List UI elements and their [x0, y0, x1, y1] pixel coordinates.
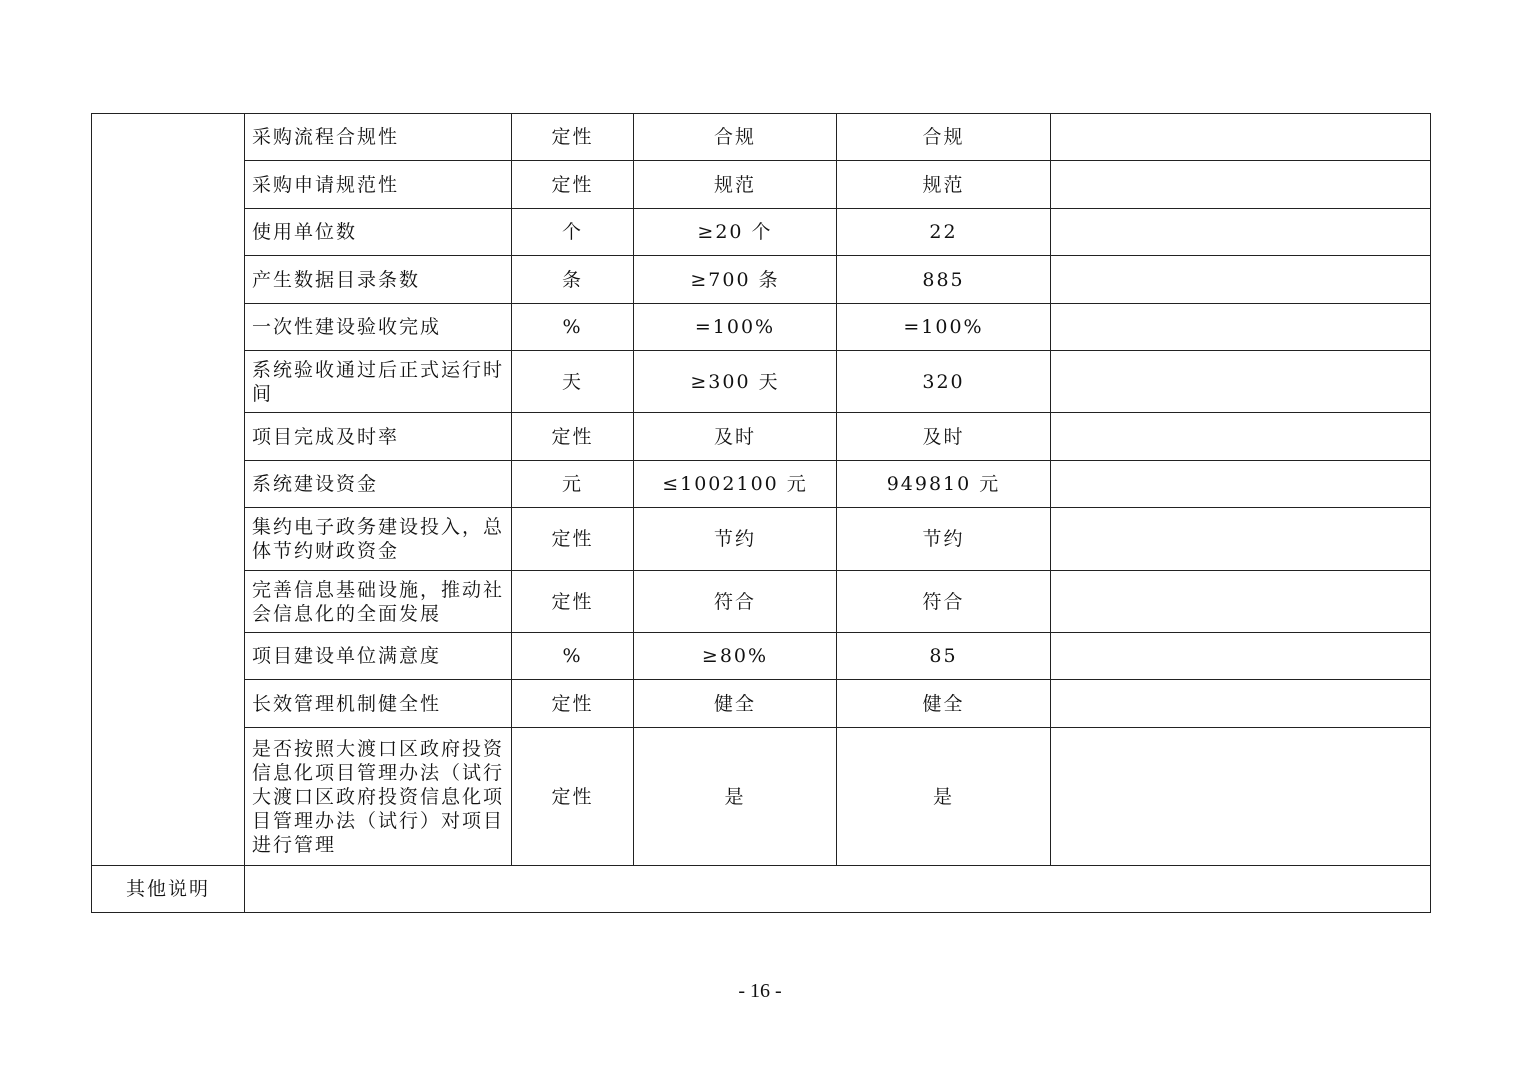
indicator-name: 集约电子政务建设投入，总体节约财政资金: [245, 508, 512, 571]
indicator-unit: 个: [512, 209, 634, 256]
category-cell: [92, 114, 245, 866]
other-notes-row: [92, 866, 1431, 913]
indicator-note: [1051, 161, 1431, 209]
other-notes-label: 其他说明: [92, 866, 245, 913]
indicator-note: [1051, 256, 1431, 304]
indicator-unit: 条: [512, 256, 634, 304]
indicator-target: 节约: [634, 508, 837, 571]
indicator-target: 规范: [634, 161, 837, 209]
table-row: [92, 508, 1431, 571]
table-row: [92, 114, 1431, 161]
indicator-note: [1051, 351, 1431, 413]
indicator-target: ≤1002100 元: [634, 461, 837, 508]
indicator-note: [1051, 508, 1431, 571]
table-row: [92, 304, 1431, 351]
indicator-target: ≥80%: [634, 633, 837, 680]
indicator-actual: 85: [837, 633, 1051, 680]
indicator-actual: 合规: [837, 114, 1051, 161]
indicator-note: [1051, 461, 1431, 508]
indicator-unit: 定性: [512, 680, 634, 728]
indicator-target: 合规: [634, 114, 837, 161]
indicator-target: ≥20 个: [634, 209, 837, 256]
indicator-name: 一次性建设验收完成: [245, 304, 512, 351]
indicator-name: 采购申请规范性: [245, 161, 512, 209]
indicator-unit: 定性: [512, 413, 634, 461]
indicator-target: 是: [634, 728, 837, 866]
indicator-note: [1051, 633, 1431, 680]
indicator-note: [1051, 114, 1431, 161]
indicator-name: 采购流程合规性: [245, 114, 512, 161]
table-row: [92, 209, 1431, 256]
indicator-note: [1051, 413, 1431, 461]
table-row: [92, 161, 1431, 209]
table-row: [92, 413, 1431, 461]
indicator-note: [1051, 304, 1431, 351]
indicator-actual: 320: [837, 351, 1051, 413]
indicator-name: 使用单位数: [245, 209, 512, 256]
performance-indicator-table: [91, 113, 1431, 913]
indicator-target: ≥300 天: [634, 351, 837, 413]
indicator-note: [1051, 680, 1431, 728]
indicator-unit: 天: [512, 351, 634, 413]
indicator-name: 项目完成及时率: [245, 413, 512, 461]
indicator-unit: 定性: [512, 571, 634, 633]
indicator-unit: 定性: [512, 508, 634, 571]
indicator-unit: 元: [512, 461, 634, 508]
indicator-unit: %: [512, 304, 634, 351]
indicator-target: 符合: [634, 571, 837, 633]
indicator-actual: 949810 元: [837, 461, 1051, 508]
indicator-target: 及时: [634, 413, 837, 461]
indicator-actual: =100%: [837, 304, 1051, 351]
table-row: [92, 633, 1431, 680]
indicator-unit: 定性: [512, 161, 634, 209]
indicator-unit: %: [512, 633, 634, 680]
indicator-target: =100%: [634, 304, 837, 351]
table-row: [92, 571, 1431, 633]
other-notes-value: [245, 866, 1431, 913]
indicator-name: 是否按照大渡口区政府投资信息化项目管理办法（试行大渡口区政府投资信息化项目管理办法（试行）对项目进行管理: [245, 728, 512, 866]
indicator-note: [1051, 728, 1431, 866]
table-row: [92, 256, 1431, 304]
indicator-actual: 885: [837, 256, 1051, 304]
table-row: [92, 351, 1431, 413]
indicator-name: 完善信息基础设施，推动社会信息化的全面发展: [245, 571, 512, 633]
indicator-actual: 是: [837, 728, 1051, 866]
indicator-unit: 定性: [512, 728, 634, 866]
indicator-actual: 健全: [837, 680, 1051, 728]
indicator-name: 产生数据目录条数: [245, 256, 512, 304]
page-number: - 16 -: [738, 980, 782, 1002]
indicator-name: 系统建设资金: [245, 461, 512, 508]
indicator-actual: 节约: [837, 508, 1051, 571]
indicator-name: 系统验收通过后正式运行时间: [245, 351, 512, 413]
indicator-unit: 定性: [512, 114, 634, 161]
indicator-actual: 规范: [837, 161, 1051, 209]
indicator-note: [1051, 571, 1431, 633]
indicator-actual: 及时: [837, 413, 1051, 461]
indicator-name: 项目建设单位满意度: [245, 633, 512, 680]
indicator-target: ≥700 条: [634, 256, 837, 304]
indicator-target: 健全: [634, 680, 837, 728]
table-row: [92, 728, 1431, 866]
table-row: [92, 461, 1431, 508]
indicator-actual: 符合: [837, 571, 1051, 633]
indicator-name: 长效管理机制健全性: [245, 680, 512, 728]
indicator-actual: 22: [837, 209, 1051, 256]
indicator-note: [1051, 209, 1431, 256]
table-row: [92, 680, 1431, 728]
